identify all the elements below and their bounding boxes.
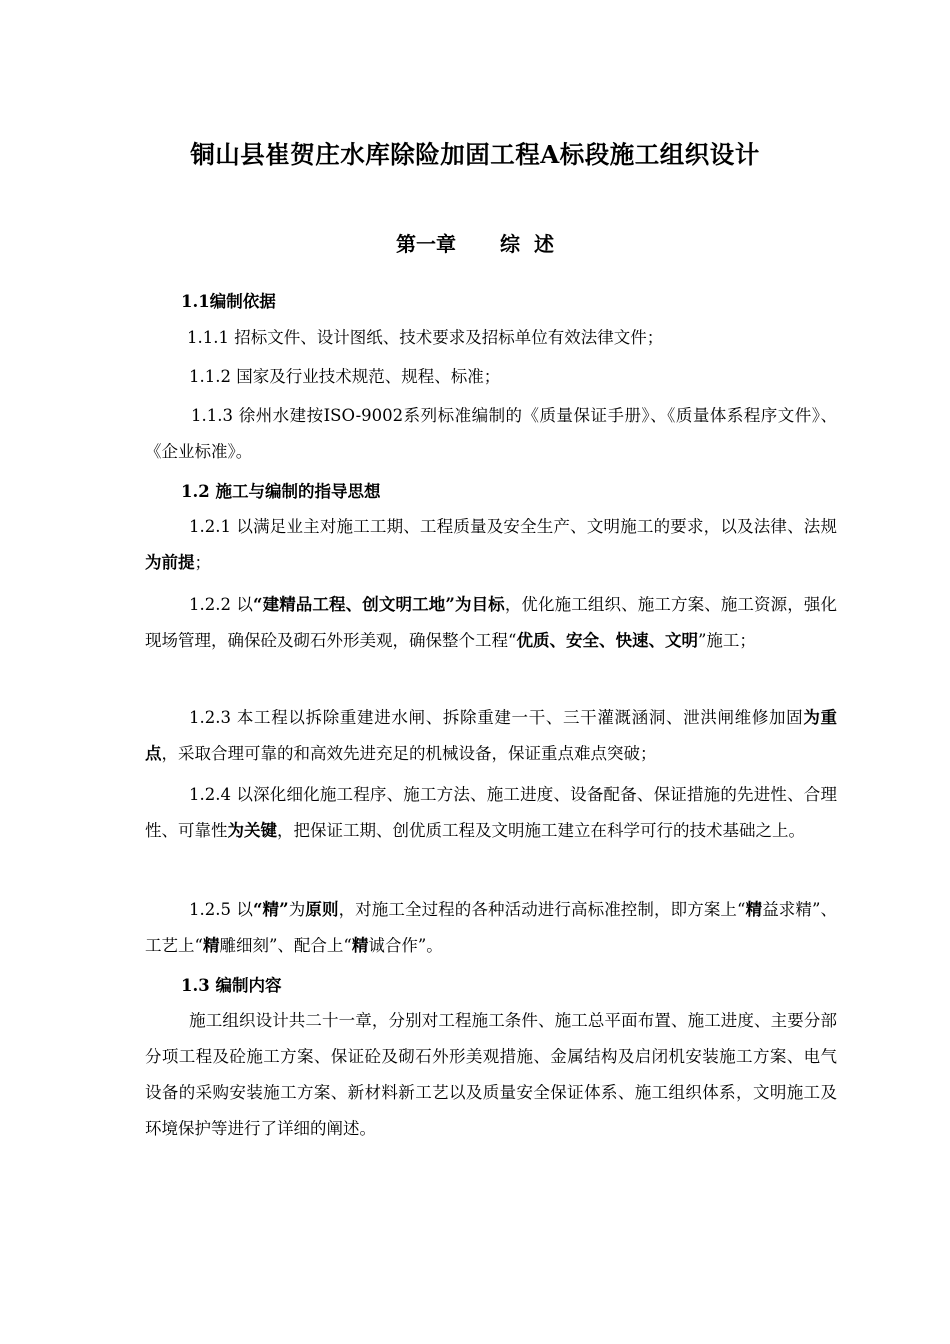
document-title: 铜山县崔贺庄水库除险加固工程A标段施工组织设计: [190, 140, 760, 169]
paragraph-1-1-3: 1.1.3 徐州水建按ISO-9002系列标准编制的《质量保证手册》、《质量体系程序文件》、《企业标准》。: [145, 406, 837, 461]
paragraph-1-2-1: 1.2.1 以满足业主对施工工期、工程质量及安全生产、文明施工的要求，以及法律、法规为前提；: [145, 517, 837, 572]
chapter-name: 综 述: [500, 232, 554, 256]
section-heading-1-1: 1.1编制依据: [181, 292, 276, 311]
section-heading-1-2: 1.2 施工与编制的指导思想: [181, 482, 381, 501]
paragraph-1-3-1: 施工组织设计共二十一章，分别对工程施工条件、施工总平面布置、施工进度、主要分部分项工程及砼施工方案、保证砼及砌石外形美观措施、金属结构及启闭机安装施工方案、电气设备的采购安装施工方案、新材料新工艺以及质量安全保证体系、施工组织体系，文明施工及环境保护等进行了详细的阐述。: [145, 1011, 837, 1138]
section-heading-1-3: 1.3 编制内容: [181, 976, 282, 995]
paragraph-1-1-2: 1.1.2 国家及行业技术规范、规程、标准；: [189, 367, 501, 386]
paragraph-1-2-4: 1.2.4 以深化细化施工程序、施工方法、施工进度、设备配备、保证措施的先进性、合理性、可靠性为关键，把保证工期、创优质工程及文明施工建立在科学可行的技术基础之上。: [145, 785, 837, 840]
paragraph-1-1-1: 1.1.1 招标文件、设计图纸、技术要求及招标单位有效法律文件；: [187, 328, 664, 347]
chapter-heading: [0, 228, 950, 257]
paragraph-1-2-5: 1.2.5 以“精”为原则，对施工全过程的各种活动进行高标准控制，即方案上“精益求精”、工艺上“精雕细刻”、配合上“精诚合作”。: [145, 900, 838, 955]
chapter-number: 第一章: [396, 232, 457, 256]
paragraph-1-2-2: 1.2.2 以“建精品工程、创文明工地”为目标，优化施工组织、施工方案、施工资源，强化现场管理，确保砼及砌石外形美观，确保整个工程“优质、安全、快速、文明”施工；: [145, 595, 838, 650]
paragraph-1-2-3: 1.2.3 本工程以拆除重建进水闸、拆除重建一干、三干灌溉涵洞、泄洪闸维修加固为重点，采取合理可靠的和高效先进充足的机械设备，保证重点难点突破；: [145, 708, 838, 763]
